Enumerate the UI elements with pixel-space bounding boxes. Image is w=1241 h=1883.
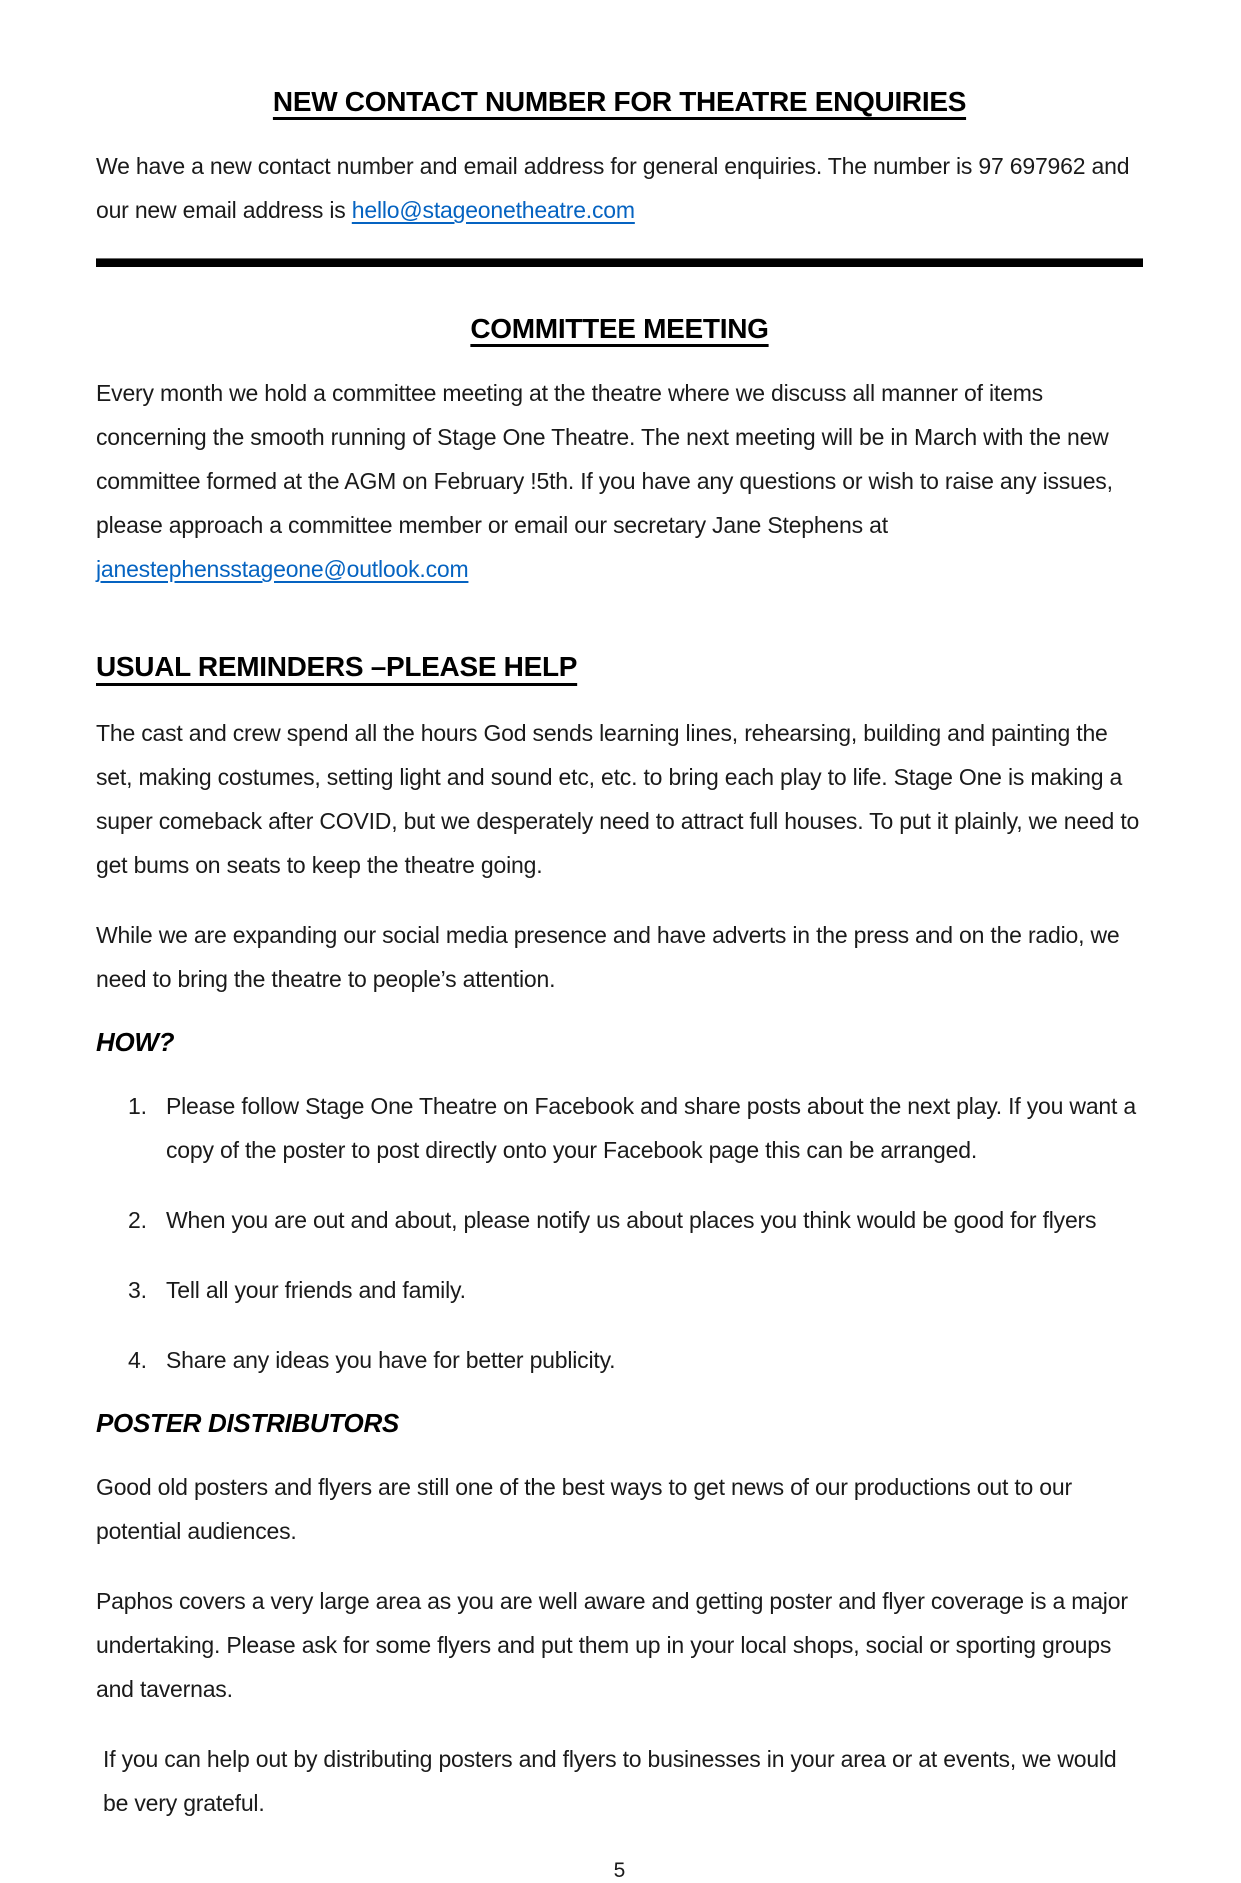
contact-paragraph [96, 144, 1143, 232]
reminders-section-title: USUAL REMINDERS –PLEASE HELP [96, 651, 578, 682]
contact-section-title: NEW CONTACT NUMBER FOR THEATRE ENQUIRIES [272, 86, 967, 117]
publicity-list [96, 1084, 1143, 1382]
committee-section-title: COMMITTEE MEETING [470, 313, 769, 344]
page-number: 5 [613, 1859, 626, 1882]
poster-paragraph-3: If you can help out by distributing posters and flyers to businesses in your area or at events, we would be very grateful. [103, 1746, 1117, 1816]
secretary-email-link[interactable]: janestephensstageone@outlook.com [96, 556, 469, 582]
list-item-share-ideas: Share any ideas you have for better publicity. [166, 1347, 616, 1373]
poster-paragraph-2: Paphos covers a very large area as you are well aware and getting poster and flyer coverage is a major undertaking. Please ask for some flyers and put them up in your local shops, social or sporting groups and tavernas. [96, 1588, 1128, 1702]
committee-paragraph [96, 371, 1143, 591]
list-item-flyer-places: When you are out and about, please notify us about places you think would be good for flyers [166, 1207, 1097, 1233]
poster-paragraph-1: Good old posters and flyers are still one of the best ways to get news of our productions out to our potential audiences. [96, 1474, 1072, 1544]
committee-paragraph-text: Every month we hold a committee meeting at the theatre where we discuss all manner of items concerning the smooth running of Stage One Theatre. The next meeting will be in March with the new committee formed at the AGM on February !5th. If you have any questions or wish to raise any issues, please approach a committee member or email our secretary Jane Stephens at [96, 380, 1113, 538]
contact-paragraph-text: We have a new contact number and email address for general enquiries. The number is 97 697962 and our new email address is [96, 153, 1130, 223]
list-item-follow-facebook: Please follow Stage One Theatre on Facebook and share posts about the next play. If you want a copy of the poster to post directly onto your Facebook page this can be arranged. [166, 1093, 1136, 1163]
spacer [96, 617, 1143, 651]
reminders-paragraph-2: While we are expanding our social media presence and have adverts in the press and on the radio, we need to bring the theatre to people’s attention. [96, 922, 1120, 992]
poster-distributors-heading: POSTER DISTRIBUTORS [96, 1408, 399, 1438]
contact-email-link[interactable]: hello@stageonetheatre.com [351, 197, 635, 223]
reminders-paragraph-1: The cast and crew spend all the hours God sends learning lines, rehearsing, building and painting the set, making costumes, setting light and sound etc, etc. to bring each play to life. Stage One is making a super comeback after COVID, but we desperately need to attract full houses. To put it plainly, we need to get bums on seats to keep the theatre going. [96, 720, 1140, 878]
how-heading: HOW? [96, 1027, 175, 1057]
list-item-tell-friends: Tell all your friends and family. [166, 1277, 466, 1303]
committee-section-heading-wrap [96, 313, 1143, 371]
contact-section-heading-wrap [96, 86, 1143, 144]
section-divider [96, 258, 1143, 267]
